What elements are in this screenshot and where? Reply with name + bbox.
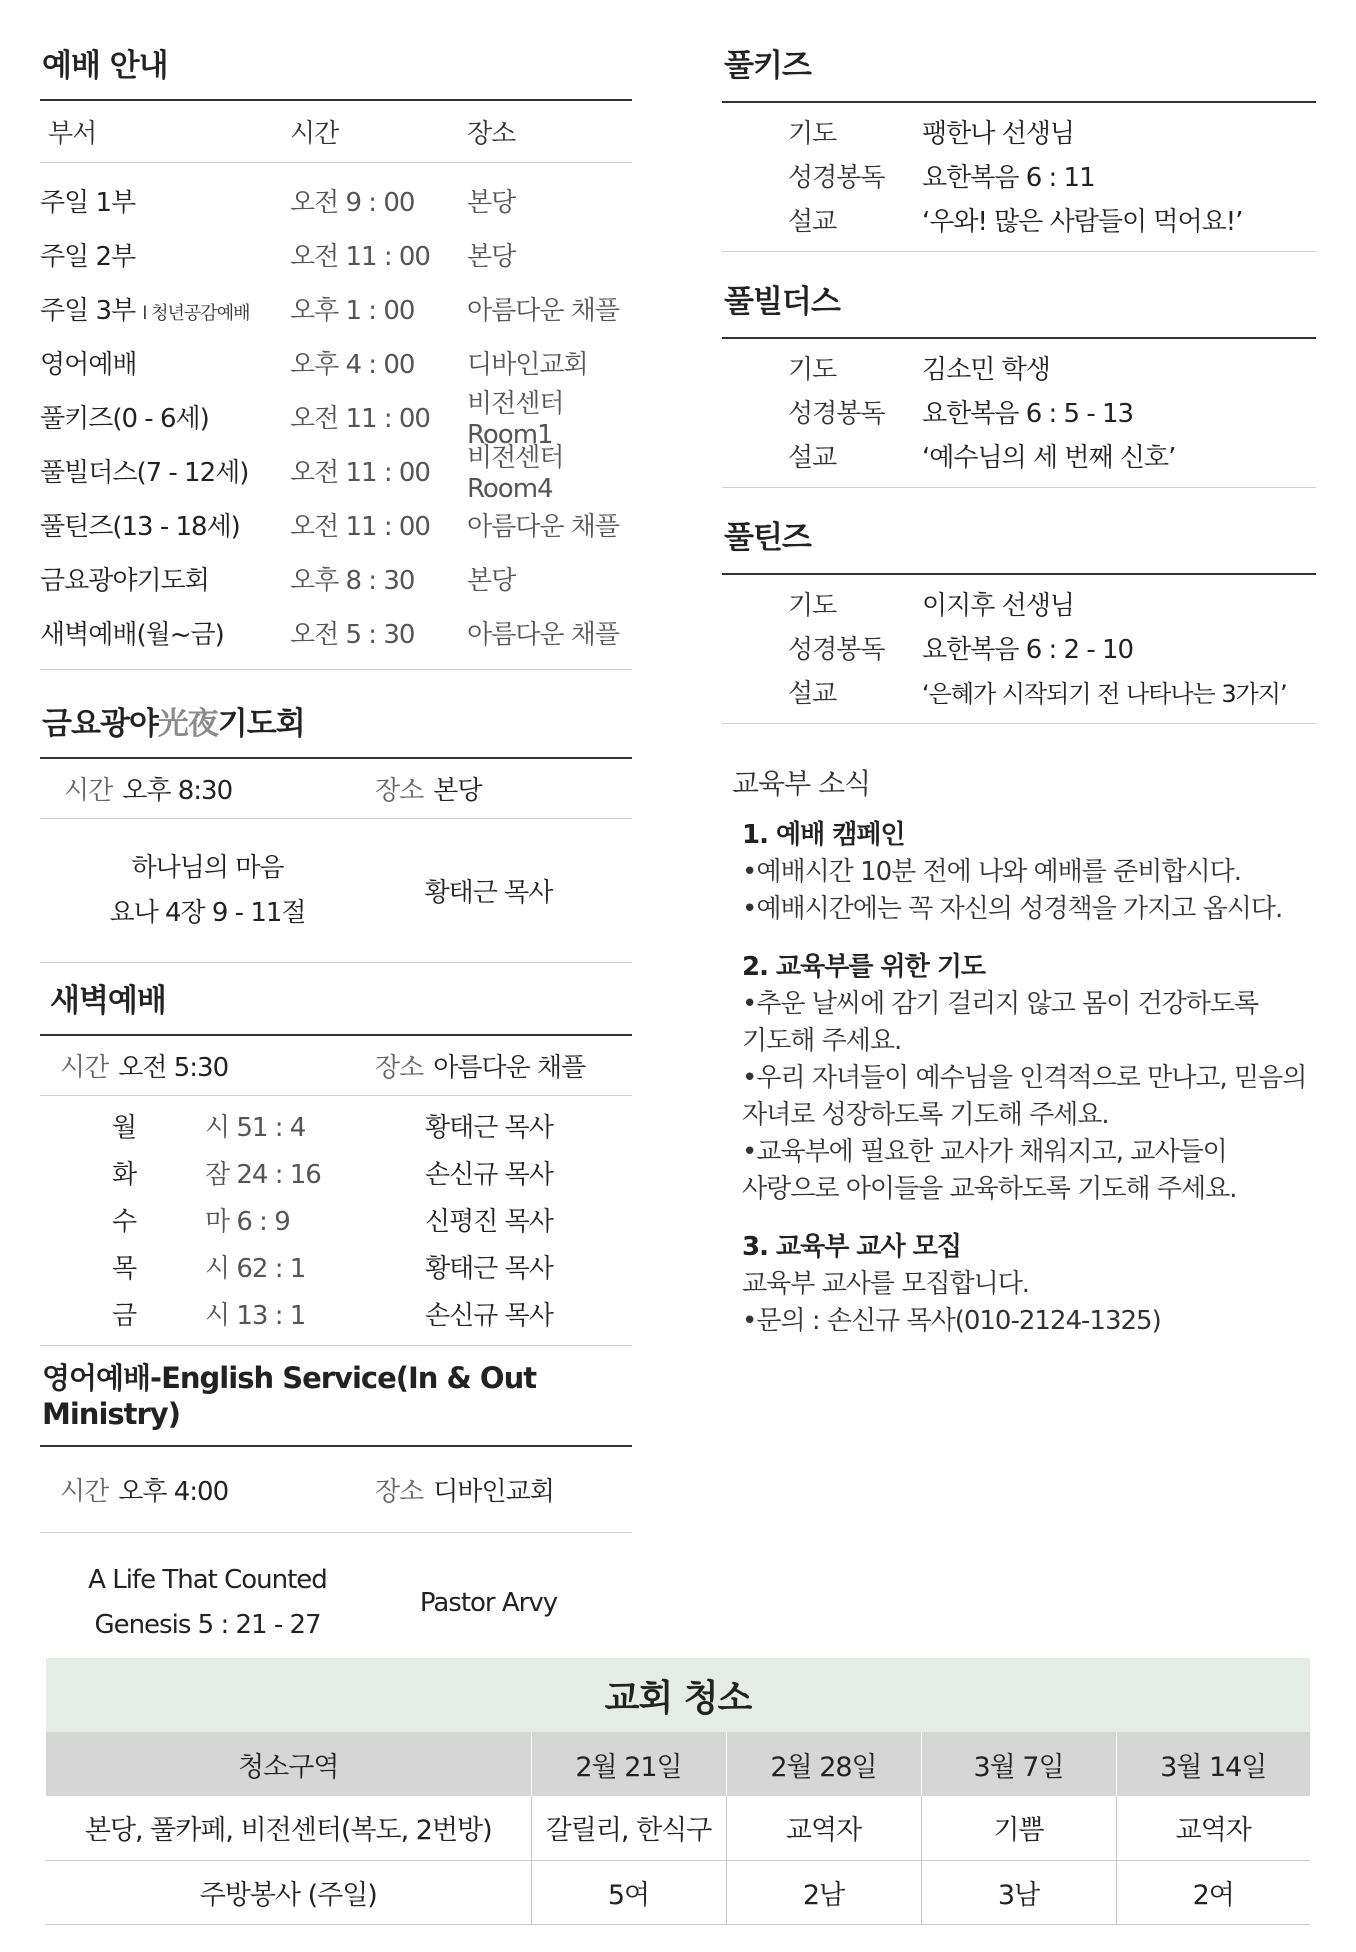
table-cell: 2남 [726, 1860, 921, 1924]
list-item [722, 153, 1316, 197]
dept: 풀키즈(0 - 6세) [40, 403, 209, 434]
builders-box [722, 339, 1316, 488]
table-cell: 갈릴리, 한식구 [531, 1796, 726, 1860]
list-item [722, 669, 1316, 713]
teens-section [722, 502, 1316, 724]
time: 오전 9 : 00 [290, 187, 415, 218]
edu-line: 기도해 주세요. [742, 1026, 902, 1056]
time: 오후 8 : 30 [290, 565, 415, 596]
header-cell: 청소구역 [46, 1732, 531, 1796]
left-column [40, 30, 632, 1673]
item-key: 기도 [788, 590, 837, 621]
friday-title [40, 688, 632, 759]
dept-cell [40, 290, 290, 327]
sermon-text [40, 846, 375, 936]
dept: 금요광야기도회 [40, 565, 209, 596]
dawn-section [40, 965, 632, 1346]
day: 목 [112, 1254, 137, 1284]
edu-line: •예배시간에는 꼭 자신의 성경책을 가지고 옵시다. [742, 894, 1283, 924]
edu-title: 교육부 소식 [732, 767, 871, 800]
builders-section [722, 266, 1316, 488]
table-row [40, 388, 632, 450]
worship-header-row [40, 101, 632, 163]
table-row [40, 497, 632, 551]
dept-note: l 청년공감예배 [142, 302, 250, 324]
verse: 마 6 : 9 [205, 1207, 290, 1237]
header-dept: 부서 [48, 119, 97, 149]
time-value: 오전 5:30 [118, 1053, 229, 1083]
place: 아름다운 채플 [467, 619, 619, 650]
day: 월 [112, 1113, 137, 1143]
dawn-title: 새벽예배 [40, 965, 632, 1036]
time-value: 오후 4:00 [118, 1477, 229, 1507]
table-cell: 본당, 풀카페, 비전센터(복도, 2번방) [46, 1796, 531, 1860]
worship-section [40, 30, 632, 670]
pastor: 황태근 목사 [425, 1254, 553, 1284]
list-item [40, 1243, 632, 1290]
english-sermon [40, 1533, 632, 1673]
item-key: 기도 [788, 118, 837, 149]
table-row [46, 1796, 1310, 1860]
time-label: 시간 [60, 1477, 109, 1507]
dept: 새벽예배(월~금) [40, 619, 224, 650]
item-value: 팽한나 선생님 [922, 118, 1074, 149]
header-cell: 3월 14일 [1116, 1732, 1310, 1796]
table-cell: 교역자 [1116, 1796, 1310, 1860]
header-cell: 3월 7일 [921, 1732, 1116, 1796]
verse: 잠 24 : 16 [205, 1160, 321, 1190]
list-item [722, 625, 1316, 669]
item-value: ‘은혜가 시작되기 전 나타나는 3가지’ [922, 679, 1287, 708]
table-cell: 주방봉사 (주일) [46, 1860, 531, 1924]
table-header-row [46, 1732, 1310, 1796]
friday-title-b: 기도회 [217, 706, 305, 742]
list-item [40, 1196, 632, 1243]
friday-time [40, 770, 375, 807]
sermon-speaker: Pastor Arvy [419, 1588, 558, 1618]
kids-title: 풀키즈 [722, 30, 1316, 103]
english-time [40, 1471, 375, 1508]
time: 오전 11 : 00 [290, 511, 430, 542]
edu-line: •교육부에 필요한 교사가 채워지고, 교사들이 [742, 1137, 1227, 1167]
dept: 주일 3부 [40, 295, 136, 326]
list-item [722, 197, 1316, 241]
table-cell: 5여 [531, 1860, 726, 1924]
cleaning-table [46, 1732, 1310, 1925]
item-key: 설교 [788, 206, 837, 237]
verse: 시 62 : 1 [205, 1254, 306, 1284]
cleaning-section [46, 1658, 1310, 1925]
place-label: 장소 [375, 776, 424, 806]
header-cell: 2월 21일 [531, 1732, 726, 1796]
sermon-title: A Life That Counted [88, 1565, 327, 1595]
place: 본당 [467, 565, 516, 596]
item-key: 기도 [788, 354, 837, 385]
edu-item [722, 948, 1316, 1208]
header-cell: 2월 28일 [726, 1732, 921, 1796]
dawn-list [40, 1096, 632, 1346]
day: 금 [112, 1301, 137, 1331]
time: 오전 5 : 30 [290, 619, 415, 650]
friday-title-accent: 光夜 [157, 706, 218, 742]
place: 디바인교회 [467, 349, 588, 380]
time: 오후 1 : 00 [290, 295, 415, 326]
dept: 영어예배 [40, 349, 137, 380]
time: 오전 11 : 00 [290, 403, 430, 434]
list-item [722, 109, 1316, 153]
friday-title-a: 금요광야 [42, 706, 158, 742]
item-key: 성경봉독 [788, 398, 885, 429]
list-item [722, 433, 1316, 477]
dept: 주일 2부 [40, 241, 136, 272]
friday-place [375, 770, 481, 807]
edu-heading: 3. 교육부 교사 모집 [742, 1232, 961, 1262]
english-info-row [40, 1447, 632, 1533]
table-cell: 2여 [1116, 1860, 1310, 1924]
edu-line: •예배시간 10분 전에 나와 예배를 준비합시다. [742, 857, 1241, 887]
dept: 풀틴즈(13 - 18세) [40, 511, 240, 542]
table-row [40, 605, 632, 659]
item-key: 성경봉독 [788, 162, 885, 193]
time-value: 오후 8:30 [122, 776, 233, 806]
time: 오전 11 : 00 [290, 241, 430, 272]
verse: 시 13 : 1 [205, 1301, 306, 1331]
header-time: 시간 [290, 119, 339, 149]
list-item [722, 389, 1316, 433]
friday-section [40, 688, 632, 963]
list-item [722, 345, 1316, 389]
dawn-time [40, 1047, 375, 1084]
table-cell: 교역자 [726, 1796, 921, 1860]
english-section [40, 1346, 632, 1673]
place-label: 장소 [375, 1053, 424, 1083]
item-key: 설교 [788, 678, 837, 709]
sermon-passage: Genesis 5 : 21 - 27 [94, 1610, 321, 1640]
dawn-place [375, 1047, 585, 1084]
list-item [40, 1149, 632, 1196]
edu-line: •문의 : 손신규 목사(010-2124-1325) [742, 1306, 1161, 1336]
kids-section [722, 30, 1316, 252]
item-key: 설교 [788, 442, 837, 473]
table-row [40, 173, 632, 227]
edu-line: 자녀로 성장하도록 기도해 주세요. [742, 1100, 1109, 1130]
place-value: 아름다운 채플 [433, 1053, 586, 1083]
dept: 주일 1부 [40, 187, 136, 218]
place-label: 장소 [375, 1477, 424, 1507]
table-row [40, 442, 632, 504]
pastor: 손신규 목사 [425, 1160, 553, 1190]
edu-news [722, 738, 1316, 1340]
time: 오후 4 : 00 [290, 349, 415, 380]
builders-title: 풀빌더스 [722, 266, 1316, 339]
edu-line: •우리 자녀들이 예수님을 인격적으로 만나고, 믿음의 [742, 1063, 1307, 1093]
teens-title: 풀틴즈 [722, 502, 1316, 575]
time-label: 시간 [64, 776, 113, 806]
item-value: 요한복음 6 : 11 [922, 162, 1095, 193]
list-item [722, 581, 1316, 625]
english-title: 영어예배-English Service(In & Out Ministry) [40, 1346, 632, 1447]
friday-info-row [40, 759, 632, 819]
sermon-title: 하나님의 마음 [131, 852, 284, 883]
place: 아름다운 채플 [467, 511, 619, 542]
edu-line: 교육부 교사를 모집합니다. [742, 1269, 1030, 1299]
time-label: 시간 [60, 1053, 109, 1083]
place-value: 디바인교회 [433, 1477, 554, 1507]
sermon-passage: 요나 4장 9 - 11절 [109, 897, 306, 928]
place-value: 본당 [433, 776, 482, 806]
place: 아름다운 채플 [467, 295, 619, 326]
table-cell: 기쁨 [921, 1796, 1116, 1860]
edu-item [722, 1228, 1316, 1340]
item-key: 성경봉독 [788, 634, 885, 665]
edu-line: 사랑으로 아이들을 교육하도록 기도해 주세요. [742, 1174, 1237, 1204]
dept: 풀빌더스(7 - 12세) [40, 457, 249, 488]
item-value: 이지후 선생님 [922, 590, 1074, 621]
english-place [375, 1471, 554, 1508]
place: 비전센터 Room1 [467, 388, 564, 450]
sermon-speaker: 황태근 목사 [424, 878, 553, 908]
cleaning-title: 교회 청소 [46, 1658, 1310, 1732]
table-row [40, 551, 632, 605]
friday-sermon [40, 819, 632, 963]
kids-box [722, 103, 1316, 252]
pastor: 손신규 목사 [425, 1301, 553, 1331]
item-value: 요한복음 6 : 5 - 13 [922, 398, 1134, 429]
verse: 시 51 : 4 [205, 1113, 306, 1143]
right-column [722, 30, 1316, 1360]
pastor: 신평진 목사 [425, 1207, 553, 1237]
pastor: 황태근 목사 [425, 1113, 553, 1143]
table-row [40, 335, 632, 389]
sermon-text [40, 1558, 375, 1648]
item-value: 김소민 학생 [922, 354, 1050, 385]
list-item [40, 1290, 632, 1337]
table-cell: 3남 [921, 1860, 1116, 1924]
edu-heading: 1. 예배 캠페인 [742, 820, 905, 850]
worship-rows [40, 163, 632, 670]
table-row [40, 227, 632, 281]
day: 화 [112, 1160, 137, 1190]
list-item [40, 1102, 632, 1149]
item-value: ‘예수님의 세 번째 신호’ [922, 442, 1176, 473]
edu-heading: 2. 교육부를 위한 기도 [742, 952, 986, 982]
header-place: 장소 [467, 119, 516, 149]
dawn-info-row [40, 1036, 632, 1096]
item-value: ‘우와! 많은 사람들이 먹어요!’ [922, 206, 1243, 237]
table-row [46, 1860, 1310, 1924]
table-row [40, 281, 632, 335]
place: 본당 [467, 187, 516, 218]
edu-line: •추운 날씨에 감기 걸리지 않고 몸이 건강하도록 [742, 989, 1259, 1019]
time: 오전 11 : 00 [290, 457, 430, 488]
place: 비전센터 Room4 [467, 442, 564, 504]
teens-box [722, 575, 1316, 724]
day: 수 [112, 1207, 137, 1237]
worship-title: 예배 안내 [40, 30, 632, 101]
place: 본당 [467, 241, 516, 272]
edu-item [722, 816, 1316, 928]
item-value: 요한복음 6 : 2 - 10 [922, 634, 1134, 665]
